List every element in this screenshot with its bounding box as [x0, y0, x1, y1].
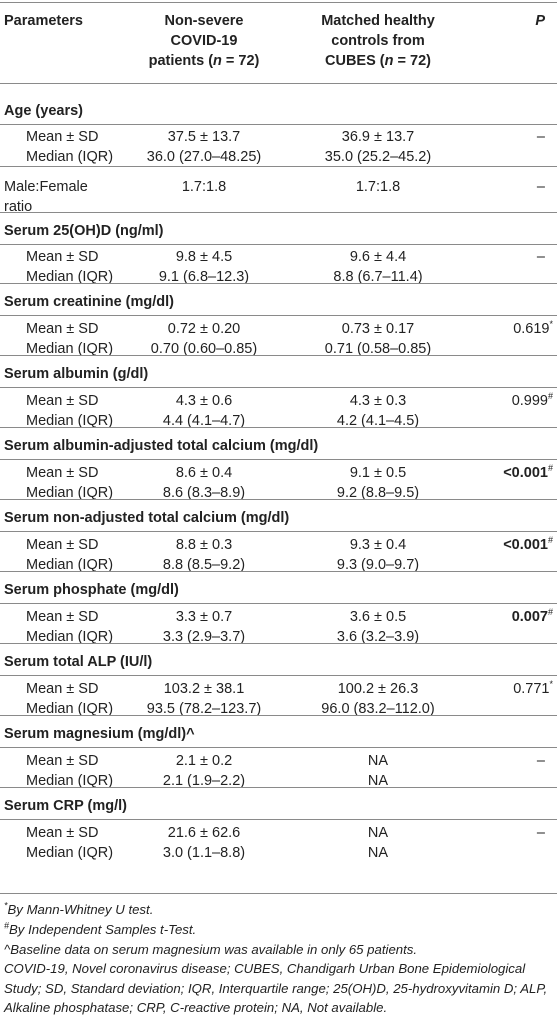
section-title-rule — [0, 315, 557, 316]
section-title-rule — [0, 244, 557, 245]
cell-controls: 9.6 ± 4.4 — [349, 249, 407, 265]
cell-patients: 4.4 (4.1–4.7) — [162, 413, 246, 429]
row-label: Mean ± SD — [26, 609, 99, 625]
cell-p-value: <0.001# — [503, 535, 553, 553]
cell-patients: 0.70 (0.60–0.85) — [150, 341, 258, 357]
section-rule — [0, 212, 557, 213]
cell-patients: 36.0 (27.0–48.25) — [146, 149, 262, 165]
section-title-rule — [0, 124, 557, 125]
section-rule — [0, 715, 557, 716]
cell-controls: 35.0 (25.2–45.2) — [324, 149, 432, 165]
section-rule — [0, 643, 557, 644]
section-rule — [0, 499, 557, 500]
header-controls-line1: Matched healthy — [321, 13, 435, 29]
section-title: Serum phosphate (mg/dl) — [4, 582, 179, 598]
row-label: Mean ± SD — [26, 465, 99, 481]
cell-controls: NA — [367, 825, 389, 841]
row-label: Median (IQR) — [26, 269, 114, 285]
header-p: P — [535, 13, 545, 29]
section-title-rule — [0, 747, 557, 748]
section-title: Serum 25(OH)D (ng/ml) — [4, 223, 164, 239]
cell-controls: 9.3 ± 0.4 — [349, 537, 407, 553]
cell-controls: 8.8 (6.7–11.4) — [333, 269, 423, 285]
row-label: Mean ± SD — [26, 681, 99, 697]
cell-controls: 96.0 (83.2–112.0) — [321, 701, 435, 717]
footnote-abbreviations: COVID-19, Novel coronavirus disease; CUBES, Chandigarh Urban Bone Epidemiological Study; SD, Standard deviation; IQR, Interquartile range; 25(OH)D, 25-hydroxyvitamin D; ALP, Alkaline phosphatase; CRP, C-reactive protein; NA, Not available. — [4, 961, 548, 1015]
section-rule — [0, 571, 557, 572]
cell-p-value: – — [536, 179, 545, 195]
section-title-rule — [0, 819, 557, 820]
cell-patients: 37.5 ± 13.7 — [167, 129, 241, 145]
row-label: Male:Female — [4, 179, 88, 195]
row-label: Median (IQR) — [26, 149, 114, 165]
cell-patients: 2.1 (1.9–2.2) — [162, 773, 246, 789]
cell-patients: 8.8 ± 0.3 — [175, 537, 233, 553]
row-label-cont: ratio — [4, 199, 33, 215]
section-rule — [0, 355, 557, 356]
cell-controls: NA — [367, 753, 389, 769]
cell-controls: 0.71 (0.58–0.85) — [324, 341, 432, 357]
row-label: Median (IQR) — [26, 629, 114, 645]
section-title-rule — [0, 387, 557, 388]
cell-controls: 4.3 ± 0.3 — [349, 393, 407, 409]
cell-patients: 4.3 ± 0.6 — [175, 393, 233, 409]
row-label: Median (IQR) — [26, 845, 114, 861]
header-parameters: Parameters — [4, 13, 83, 29]
cell-p-value: – — [536, 825, 545, 841]
row-label: Median (IQR) — [26, 413, 114, 429]
section-rule — [0, 283, 557, 284]
section-title: Serum albumin (g/dl) — [4, 366, 149, 382]
cell-p-value: 0.771* — [513, 679, 553, 697]
cell-p-value: – — [536, 249, 545, 265]
cell-patients: 2.1 ± 0.2 — [175, 753, 233, 769]
row-label: Mean ± SD — [26, 825, 99, 841]
section-title-rule — [0, 603, 557, 604]
cell-patients: 8.8 (8.5–9.2) — [162, 557, 246, 573]
footnote-mann-whitney: *By Mann-Whitney U test. — [4, 900, 154, 917]
cell-controls: 36.9 ± 13.7 — [341, 129, 415, 145]
cell-p-value: – — [536, 129, 545, 145]
cell-p-value: 0.619* — [513, 319, 553, 337]
cell-controls: NA — [367, 773, 389, 789]
section-title: Serum magnesium (mg/dl)^ — [4, 726, 195, 742]
footnote-independent: #By Independent Samples t-Test. — [4, 920, 197, 937]
row-label: Mean ± SD — [26, 753, 99, 769]
section-title-rule — [0, 459, 557, 460]
cell-controls: 100.2 ± 26.3 — [337, 681, 419, 697]
row-label: Mean ± SD — [26, 537, 99, 553]
header-controls-line2: controls from — [331, 33, 425, 49]
cell-p-value: 0.999# — [511, 391, 553, 409]
section-title-rule — [0, 675, 557, 676]
row-label: Mean ± SD — [26, 393, 99, 409]
cell-p-value: – — [536, 753, 545, 769]
cell-p-value: <0.001# — [503, 463, 553, 481]
cell-controls: 9.3 (9.0–9.7) — [336, 557, 420, 573]
cell-patients: 93.5 (78.2–123.7) — [146, 701, 262, 717]
row-label: Median (IQR) — [26, 773, 114, 789]
cell-controls: 4.2 (4.1–4.5) — [336, 413, 420, 429]
row-label: Median (IQR) — [26, 485, 114, 501]
section-title: Serum albumin-adjusted total calcium (mg/dl) — [4, 438, 319, 454]
header-patients-line2: COVID-19 — [170, 33, 238, 49]
cell-controls: 3.6 ± 0.5 — [349, 609, 407, 625]
cell-controls: 1.7:1.8 — [355, 179, 401, 195]
cell-patients: 3.3 (2.9–3.7) — [162, 629, 246, 645]
cell-controls: 3.6 (3.2–3.9) — [336, 629, 420, 645]
cell-patients: 8.6 (8.3–8.9) — [162, 485, 246, 501]
cell-patients: 9.8 ± 4.5 — [175, 249, 233, 265]
header-rule — [0, 83, 557, 84]
row-label: Median (IQR) — [26, 701, 114, 717]
footnote-magnesium: ^Baseline data on serum magnesium was available in only 65 patients. — [4, 942, 418, 957]
cell-patients: 1.7:1.8 — [181, 179, 227, 195]
section-title-rule — [0, 531, 557, 532]
section-title: Serum CRP (mg/l) — [4, 798, 128, 814]
cell-controls: 9.2 (8.8–9.5) — [336, 485, 420, 501]
top-rule — [0, 2, 557, 3]
row-label: Median (IQR) — [26, 341, 114, 357]
section-rule — [0, 427, 557, 428]
cell-patients: 3.3 ± 0.7 — [175, 609, 233, 625]
cell-patients: 21.6 ± 62.6 — [167, 825, 241, 841]
section-title: Serum total ALP (IU/l) — [4, 654, 153, 670]
bottom-rule — [0, 893, 557, 894]
cell-controls: NA — [367, 845, 389, 861]
section-rule — [0, 787, 557, 788]
header-patients-line1: Non-severe — [164, 13, 244, 29]
row-label: Median (IQR) — [26, 557, 114, 573]
section-title: Serum non-adjusted total calcium (mg/dl) — [4, 510, 290, 526]
section-rule — [0, 166, 557, 167]
cell-patients: 3.0 (1.1–8.8) — [162, 845, 246, 861]
cell-controls: 0.73 ± 0.17 — [341, 321, 415, 337]
header-controls-line3: CUBES (n = 72) — [325, 53, 431, 69]
cell-patients: 8.6 ± 0.4 — [175, 465, 233, 481]
section-title: Age (years) — [4, 103, 83, 119]
cell-patients: 103.2 ± 38.1 — [163, 681, 245, 697]
row-label: Mean ± SD — [26, 129, 99, 145]
cell-patients: 9.1 (6.8–12.3) — [158, 269, 250, 285]
row-label: Mean ± SD — [26, 321, 99, 337]
row-label: Mean ± SD — [26, 249, 99, 265]
header-patients-line3: patients (n = 72) — [148, 53, 260, 69]
cell-patients: 0.72 ± 0.20 — [167, 321, 241, 337]
section-title: Serum creatinine (mg/dl) — [4, 294, 175, 310]
cell-p-value: 0.007# — [511, 607, 553, 625]
cell-controls: 9.1 ± 0.5 — [349, 465, 407, 481]
